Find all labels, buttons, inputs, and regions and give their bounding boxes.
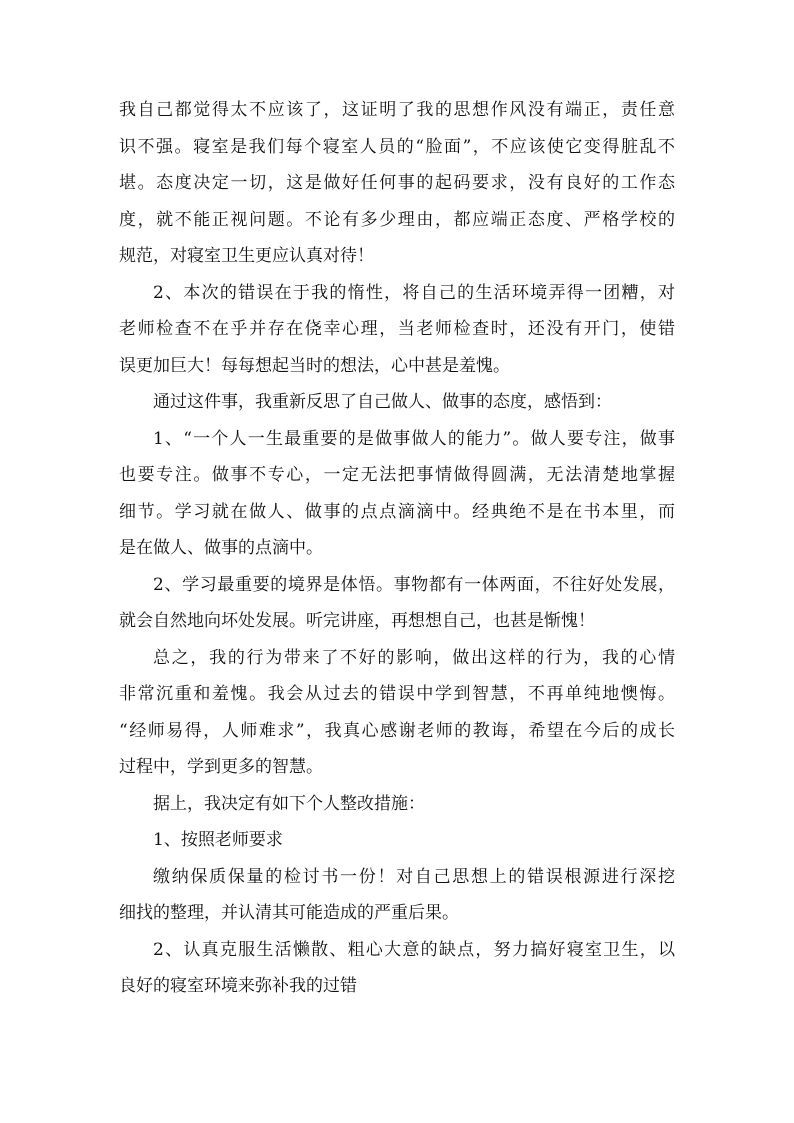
- text-line: 误更加巨大！每每想起当时的想法，心中甚是羞愧。: [119, 355, 510, 376]
- text-line: 细找的整理，并认清其可能造成的严重后果。: [119, 903, 459, 923]
- text-line: 2、学习最重要的境界是体悟。事物都有一体两面，不往好处发展，: [153, 574, 675, 595]
- text-line: 缴纳保质保量的检讨书一份！对自己思想上的错误根源进行深挖: [153, 866, 675, 887]
- text-line: 也要专注。做事不专心，一定无法把事情做得圆满，无法清楚地掌握: [119, 465, 675, 485]
- text-line: 非常沉重和羞愧。我会从过去的错误中学到智慧，不再单纯地懊悔。: [119, 684, 675, 704]
- text-line: 堪。态度决定一切，这是做好任何事的起码要求，没有良好的工作态: [119, 173, 675, 193]
- text-line: 1、按照老师要求: [153, 830, 283, 850]
- text-line: 良好的寝室环境来弥补我的过错: [119, 976, 357, 996]
- text-line: 是在做人、做事的点滴中。: [119, 538, 323, 558]
- text-line: 度，就不能正视问题。不论有多少理由，都应端正态度、严格学校的: [119, 209, 675, 230]
- text-line: 老师检查不在乎并存在侥幸心理，当老师检查时，还没有开门，使错: [119, 319, 675, 339]
- text-line: 2、认真克服生活懒散、粗心大意的缺点，努力搞好寝室卫生，以: [153, 939, 675, 960]
- text-line: 1、“一个人一生最重要的是做事做人的能力”。做人要专注，做事: [153, 428, 675, 449]
- document-body: [119, 92, 675, 1005]
- text-line: 识不强。寝室是我们每个寝室人员的“脸面”，不应该使它变得脏乱不: [119, 136, 675, 157]
- text-line: 据上，我决定有如下个人整改措施：: [153, 793, 425, 814]
- text-line: 我自己都觉得太不应该了，这证明了我的思想作风没有端正，责任意: [119, 100, 675, 120]
- text-line: 规范，对寝室卫生更应认真对待！: [119, 246, 374, 266]
- text-line: 通过这件事，我重新反思了自己做人、做事的态度，感悟到：: [153, 392, 612, 412]
- text-line: “经师易得，人师难求”，我真心感谢老师的教诲，希望在今后的成长: [119, 720, 675, 741]
- text-line: 总之，我的行为带来了不好的影响，做出这样的行为，我的心情: [153, 647, 675, 668]
- text-line: 2、本次的错误在于我的惰性，将自己的生活环境弄得一团糟，对: [153, 282, 675, 303]
- text-line: 就会自然地向坏处发展。听完讲座，再想想自己，也甚是惭愧！: [119, 611, 595, 631]
- text-line: 过程中，学到更多的智慧。: [119, 757, 323, 777]
- text-line: 细节。学习就在做人、做事的点点滴滴中。经典绝不是在书本里，而: [119, 501, 675, 522]
